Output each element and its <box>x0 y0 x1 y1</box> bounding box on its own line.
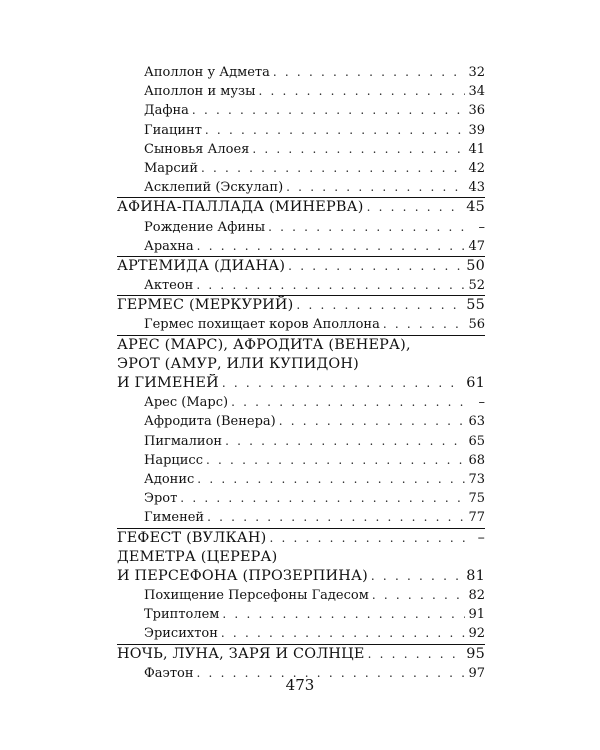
toc-entry <box>117 470 485 489</box>
toc-entry-page: 56 <box>468 317 485 333</box>
toc-entry <box>117 393 485 412</box>
dot-leader <box>222 374 463 393</box>
toc-section-title: АФИНА-ПАЛЛАДА (МИНЕРВА) <box>117 199 364 216</box>
toc-section-page: 50 <box>466 257 485 274</box>
page-number: 473 <box>285 676 315 694</box>
toc-entry-page: 47 <box>468 238 485 254</box>
toc-section <box>117 645 485 664</box>
toc-entry-title: Гименей <box>144 510 205 526</box>
toc-entry-title: Рождение Афины <box>144 219 266 235</box>
toc-entry <box>117 624 485 643</box>
toc-entry-page: 77 <box>468 510 485 526</box>
dot-leader <box>252 140 465 159</box>
toc-entry-page: 73 <box>468 471 485 487</box>
toc-entry <box>117 605 485 624</box>
toc-section-heading-line <box>117 548 485 567</box>
toc-entry-page: 39 <box>468 122 485 138</box>
dot-leader <box>279 412 466 431</box>
toc-entry-title: Дафна <box>144 103 189 119</box>
toc-entry <box>117 63 485 82</box>
toc-entry-page: – <box>478 219 485 235</box>
toc-section-page: 95 <box>466 645 485 662</box>
toc-entry-page: 41 <box>468 141 485 157</box>
toc-entry-title: Похищение Персефоны Гадесом <box>144 588 369 604</box>
toc-section <box>117 296 485 315</box>
toc-section-heading-line <box>117 336 485 355</box>
toc-entry-page: 52 <box>468 278 485 294</box>
toc-section-title-line: АРЕС (МАРС), АФРОДИТА (ВЕНЕРА), <box>117 336 411 353</box>
toc-entry <box>117 121 485 140</box>
toc-entry-page: 82 <box>468 588 485 604</box>
dot-leader <box>180 489 465 508</box>
toc-entry-page: 65 <box>468 433 485 449</box>
dot-leader <box>225 432 465 451</box>
toc-entry-title: Сыновья Алоея <box>144 141 250 157</box>
toc-section-title: АРТЕМИДА (ДИАНА) <box>117 257 286 274</box>
dot-leader <box>368 645 464 664</box>
dot-leader <box>205 121 466 140</box>
toc-entry-title: Пигмалион <box>144 433 223 449</box>
toc-entry <box>117 159 485 178</box>
toc-section <box>117 198 485 217</box>
dot-leader <box>372 586 466 605</box>
dot-leader <box>231 393 468 412</box>
dot-leader <box>221 624 466 643</box>
toc-section-title: И ГИМЕНЕЙ <box>117 375 219 391</box>
dot-leader <box>197 470 465 489</box>
toc-entry-title: Триптолем <box>144 607 220 623</box>
toc-entry <box>117 412 485 431</box>
toc-section-title: ГЕФЕСТ (ВУЛКАН) <box>117 529 267 546</box>
dot-leader <box>222 605 465 624</box>
dot-leader <box>201 159 465 178</box>
toc-entry <box>117 218 485 237</box>
toc-entry <box>117 508 485 527</box>
toc-entry <box>117 237 485 256</box>
toc-entry-title: Гиацинт <box>144 122 202 138</box>
toc-section-title: НОЧЬ, ЛУНА, ЗАРЯ И СОЛНЦЕ <box>117 645 365 662</box>
toc-entry-title: Эрисихтон <box>144 626 218 642</box>
toc-entry-title: Нарцисс <box>144 452 203 468</box>
toc-entry <box>117 432 485 451</box>
toc-entry-title: Арес (Марс) <box>144 395 229 411</box>
toc-entry <box>117 101 485 120</box>
toc-entry-title: Арахна <box>144 238 194 254</box>
toc-entry-page: 42 <box>468 160 485 176</box>
toc-entry-title: Актеон <box>144 278 194 294</box>
toc-entry-page: 32 <box>468 65 485 80</box>
dot-leader <box>273 63 466 82</box>
dot-leader <box>206 451 465 470</box>
toc-section-page: 45 <box>466 199 485 216</box>
toc-entry <box>117 315 485 334</box>
dot-leader <box>367 198 464 217</box>
toc-section <box>117 567 485 586</box>
toc-entry-page: 63 <box>468 414 485 430</box>
toc-entry <box>117 276 485 295</box>
toc-entry-page: 36 <box>468 103 485 119</box>
dot-leader <box>269 529 468 548</box>
toc-entry-title: Эрот <box>144 491 178 507</box>
toc-entry-page: 75 <box>468 491 485 507</box>
toc-entry-title: Фаэтон <box>144 665 194 681</box>
dot-leader <box>383 315 466 334</box>
toc-entry-page: 97 <box>468 665 485 681</box>
toc-entry-title: Афродита (Венера) <box>144 414 276 430</box>
toc-entry <box>117 178 485 197</box>
dot-leader <box>192 101 466 120</box>
toc-section-heading-line <box>117 355 485 374</box>
toc-section-title-line: ДЕМЕТРА (ЦЕРЕРА) <box>117 548 278 565</box>
toc-section <box>117 257 485 276</box>
toc-section-page: 61 <box>466 375 485 391</box>
toc-entry-title: Аполлон и музы <box>144 84 256 100</box>
toc-entry-title: Асклепий (Эскулап) <box>144 180 284 196</box>
dot-leader <box>207 508 465 527</box>
toc-section <box>117 374 485 393</box>
dot-leader <box>286 178 465 197</box>
toc-entry <box>117 586 485 605</box>
toc-entry-title: Гермес похищает коров Аполлона <box>144 317 380 333</box>
dot-leader <box>258 82 465 101</box>
toc-entry-page: 92 <box>468 626 485 642</box>
toc-entry-page: 91 <box>468 607 485 623</box>
toc-section-page: 81 <box>466 567 485 584</box>
toc-entry <box>117 451 485 470</box>
dot-leader <box>371 567 463 586</box>
toc-entry-page: 43 <box>468 180 485 196</box>
dot-leader <box>197 237 466 256</box>
toc-entry <box>117 489 485 508</box>
dot-leader <box>196 276 465 295</box>
toc-entry <box>117 82 485 101</box>
toc-section-title: И ПЕРСЕФОНА (ПРОЗЕРПИНА) <box>117 567 368 584</box>
toc-entry <box>117 140 485 159</box>
toc-section-page: – <box>477 529 485 546</box>
toc-section <box>117 529 485 548</box>
toc-section-page: 55 <box>466 297 485 314</box>
dot-leader <box>296 296 463 315</box>
dot-leader <box>268 218 468 237</box>
toc-entry-page: 34 <box>468 84 485 100</box>
toc-entry-title: Аполлон у Адмета <box>144 65 270 80</box>
toc-section-title-line: ЭРОТ (АМУР, ИЛИ КУПИДОН) <box>117 355 359 372</box>
toc-entry-page: 68 <box>468 452 485 468</box>
table-of-contents <box>117 63 485 683</box>
dot-leader <box>288 257 463 276</box>
toc-entry-page: – <box>478 395 485 411</box>
toc-entry-title: Марсий <box>144 160 198 176</box>
toc-section-title: ГЕРМЕС (МЕРКУРИЙ) <box>117 297 294 314</box>
toc-entry-title: Адонис <box>144 471 195 487</box>
